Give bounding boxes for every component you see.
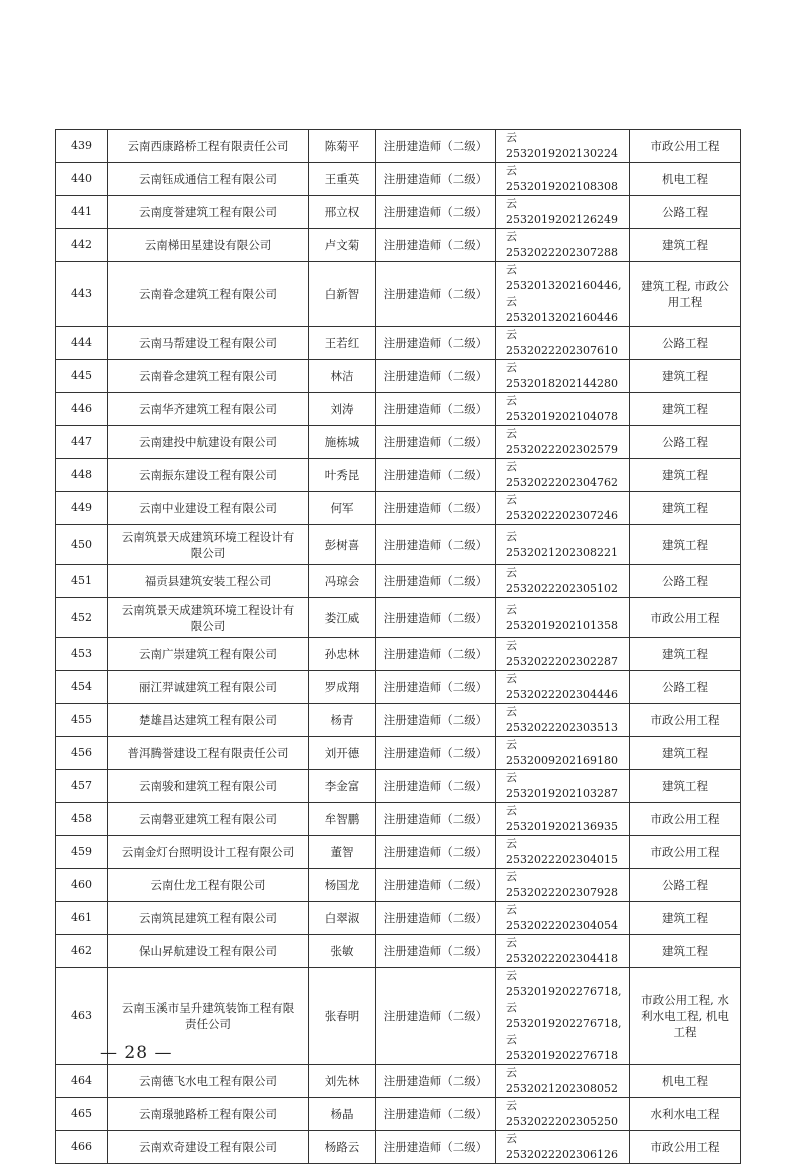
certificate-number: 云 2532022202302287 — [496, 638, 630, 671]
company-name: 云南筑景天成建筑环境工程设计有 限公司 — [108, 525, 309, 565]
certificate-number: 云 2532019202103287 — [496, 770, 630, 803]
qualification: 注册建造师（二级） — [376, 1131, 496, 1164]
person-name: 刘先林 — [309, 1065, 376, 1098]
qualification: 注册建造师（二级） — [376, 130, 496, 163]
qualification: 注册建造师（二级） — [376, 671, 496, 704]
company-name: 云南眷念建筑工程有限公司 — [108, 360, 309, 393]
company-name: 云南欢奇建设工程有限公司 — [108, 1131, 309, 1164]
specialty: 建筑工程 — [630, 360, 741, 393]
certificate-number: 云 2532022202304418 — [496, 935, 630, 968]
row-number: 439 — [56, 130, 108, 163]
table-row — [56, 196, 741, 229]
row-number: 453 — [56, 638, 108, 671]
person-name: 杨晶 — [309, 1098, 376, 1131]
certificate-number: 云 2532022202307246 — [496, 492, 630, 525]
row-number: 462 — [56, 935, 108, 968]
person-name: 邢立权 — [309, 196, 376, 229]
person-name: 陈菊平 — [309, 130, 376, 163]
company-name: 云南钰成通信工程有限公司 — [108, 163, 309, 196]
company-name: 丽江羿诚建筑工程有限公司 — [108, 671, 309, 704]
table-row — [56, 393, 741, 426]
table-row — [56, 130, 741, 163]
table-row — [56, 902, 741, 935]
certificate-number: 云 2532019202276718, 云 2532019202276718, 云 2532019202276718 — [496, 968, 630, 1065]
qualification: 注册建造师（二级） — [376, 902, 496, 935]
row-number: 445 — [56, 360, 108, 393]
qualification: 注册建造师（二级） — [376, 737, 496, 770]
qualification: 注册建造师（二级） — [376, 163, 496, 196]
person-name: 王重英 — [309, 163, 376, 196]
qualification: 注册建造师（二级） — [376, 459, 496, 492]
qualification: 注册建造师（二级） — [376, 598, 496, 638]
row-number: 452 — [56, 598, 108, 638]
specialty: 建筑工程 — [630, 492, 741, 525]
table-row — [56, 1065, 741, 1098]
qualification: 注册建造师（二级） — [376, 1065, 496, 1098]
certificate-number: 云 2532021202308052 — [496, 1065, 630, 1098]
table-row — [56, 229, 741, 262]
company-name: 福贡县建筑安装工程公司 — [108, 565, 309, 598]
specialty: 市政公用工程 — [630, 598, 741, 638]
table-row — [56, 262, 741, 327]
person-name: 牟智鹏 — [309, 803, 376, 836]
certificate-number: 云 2532019202126249 — [496, 196, 630, 229]
qualification: 注册建造师（二级） — [376, 1098, 496, 1131]
person-name: 张敏 — [309, 935, 376, 968]
company-name: 楚雄昌达建筑工程有限公司 — [108, 704, 309, 737]
row-number: 456 — [56, 737, 108, 770]
table-row — [56, 1131, 741, 1164]
table-row — [56, 360, 741, 393]
person-name: 刘开德 — [309, 737, 376, 770]
company-name: 云南骏和建筑工程有限公司 — [108, 770, 309, 803]
qualification: 注册建造师（二级） — [376, 492, 496, 525]
person-name: 冯琼会 — [309, 565, 376, 598]
company-name: 云南建投中航建设有限公司 — [108, 426, 309, 459]
specialty: 建筑工程 — [630, 459, 741, 492]
certificate-number: 云 2532022202307610 — [496, 327, 630, 360]
row-number: 442 — [56, 229, 108, 262]
specialty: 市政公用工程 — [630, 803, 741, 836]
qualification: 注册建造师（二级） — [376, 638, 496, 671]
qualification: 注册建造师（二级） — [376, 327, 496, 360]
person-name: 张春明 — [309, 968, 376, 1065]
table-row — [56, 525, 741, 565]
table-row — [56, 598, 741, 638]
certificate-number: 云 2532019202136935 — [496, 803, 630, 836]
qualification: 注册建造师（二级） — [376, 869, 496, 902]
row-number: 455 — [56, 704, 108, 737]
qualification: 注册建造师（二级） — [376, 196, 496, 229]
certificate-number: 云 2532022202304762 — [496, 459, 630, 492]
certificate-number: 云 2532022202304054 — [496, 902, 630, 935]
table-row — [56, 163, 741, 196]
company-name: 云南眷念建筑工程有限公司 — [108, 262, 309, 327]
person-name: 董智 — [309, 836, 376, 869]
specialty: 公路工程 — [630, 869, 741, 902]
qualification: 注册建造师（二级） — [376, 803, 496, 836]
qualification: 注册建造师（二级） — [376, 770, 496, 803]
qualification: 注册建造师（二级） — [376, 262, 496, 327]
certificate-number: 云 2532019202108308 — [496, 163, 630, 196]
certificate-number: 云 2532022202307928 — [496, 869, 630, 902]
specialty: 市政公用工程 — [630, 130, 741, 163]
specialty: 公路工程 — [630, 426, 741, 459]
specialty: 机电工程 — [630, 1065, 741, 1098]
qualification: 注册建造师（二级） — [376, 393, 496, 426]
person-name: 王若红 — [309, 327, 376, 360]
qualification: 注册建造师（二级） — [376, 836, 496, 869]
person-name: 娄江威 — [309, 598, 376, 638]
table-row — [56, 671, 741, 704]
company-name: 云南西康路桥工程有限责任公司 — [108, 130, 309, 163]
table-row — [56, 737, 741, 770]
certificate-number: 云 2532021202308221 — [496, 525, 630, 565]
table-row — [56, 1098, 741, 1131]
specialty: 市政公用工程, 水 利水电工程, 机电 工程 — [630, 968, 741, 1065]
specialty: 建筑工程 — [630, 770, 741, 803]
person-name: 白新智 — [309, 262, 376, 327]
person-name: 李金富 — [309, 770, 376, 803]
company-name: 云南仕龙工程有限公司 — [108, 869, 309, 902]
row-number: 446 — [56, 393, 108, 426]
specialty: 公路工程 — [630, 565, 741, 598]
row-number: 448 — [56, 459, 108, 492]
row-number: 443 — [56, 262, 108, 327]
table-row — [56, 770, 741, 803]
row-number: 464 — [56, 1065, 108, 1098]
registrant-table — [55, 129, 741, 1164]
row-number: 450 — [56, 525, 108, 565]
person-name: 卢文菊 — [309, 229, 376, 262]
table-body — [56, 130, 741, 1164]
row-number: 454 — [56, 671, 108, 704]
specialty: 建筑工程 — [630, 737, 741, 770]
qualification: 注册建造师（二级） — [376, 704, 496, 737]
company-name: 云南度誉建筑工程有限公司 — [108, 196, 309, 229]
company-name: 云南德飞水电工程有限公司 — [108, 1065, 309, 1098]
specialty: 机电工程 — [630, 163, 741, 196]
company-name: 云南筑景天成建筑环境工程设计有 限公司 — [108, 598, 309, 638]
table-row — [56, 492, 741, 525]
specialty: 市政公用工程 — [630, 1131, 741, 1164]
certificate-number: 云 2532022202305102 — [496, 565, 630, 598]
company-name: 云南筑昆建筑工程有限公司 — [108, 902, 309, 935]
row-number: 466 — [56, 1131, 108, 1164]
specialty: 建筑工程 — [630, 638, 741, 671]
company-name: 普洱腾誉建设工程有限责任公司 — [108, 737, 309, 770]
table-row — [56, 327, 741, 360]
row-number: 447 — [56, 426, 108, 459]
certificate-number: 云 2532022202306126 — [496, 1131, 630, 1164]
company-name: 云南金灯台照明设计工程有限公司 — [108, 836, 309, 869]
certificate-number: 云 2532018202144280 — [496, 360, 630, 393]
certificate-number: 云 2532013202160446, 云 2532013202160446 — [496, 262, 630, 327]
specialty: 建筑工程 — [630, 935, 741, 968]
person-name: 施栋城 — [309, 426, 376, 459]
row-number: 461 — [56, 902, 108, 935]
row-number: 441 — [56, 196, 108, 229]
certificate-number: 云 2532022202304446 — [496, 671, 630, 704]
row-number: 460 — [56, 869, 108, 902]
qualification: 注册建造师（二级） — [376, 426, 496, 459]
specialty: 建筑工程, 市政公 用工程 — [630, 262, 741, 327]
certificate-number: 云 2532019202104078 — [496, 393, 630, 426]
qualification: 注册建造师（二级） — [376, 968, 496, 1065]
certificate-number: 云 2532009202169180 — [496, 737, 630, 770]
table-row — [56, 836, 741, 869]
person-name: 罗成翔 — [309, 671, 376, 704]
person-name: 孙忠林 — [309, 638, 376, 671]
qualification: 注册建造师（二级） — [376, 935, 496, 968]
person-name: 白翠淑 — [309, 902, 376, 935]
specialty: 市政公用工程 — [630, 704, 741, 737]
certificate-number: 云 2532022202305250 — [496, 1098, 630, 1131]
table-row — [56, 803, 741, 836]
qualification: 注册建造师（二级） — [376, 525, 496, 565]
page-number: — 28 — — [100, 1043, 173, 1063]
table-row — [56, 704, 741, 737]
company-name: 云南华齐建筑工程有限公司 — [108, 393, 309, 426]
row-number: 465 — [56, 1098, 108, 1131]
table-row — [56, 869, 741, 902]
company-name: 保山昇航建设工程有限公司 — [108, 935, 309, 968]
company-name: 云南玉溪市呈升建筑装饰工程有限 责任公司 — [108, 968, 309, 1065]
company-name: 云南梯田星建设有限公司 — [108, 229, 309, 262]
certificate-number: 云 2532019202101358 — [496, 598, 630, 638]
table-row — [56, 935, 741, 968]
company-name: 云南中业建设工程有限公司 — [108, 492, 309, 525]
qualification: 注册建造师（二级） — [376, 229, 496, 262]
row-number: 451 — [56, 565, 108, 598]
specialty: 建筑工程 — [630, 525, 741, 565]
certificate-number: 云 2532019202130224 — [496, 130, 630, 163]
row-number: 463 — [56, 968, 108, 1065]
specialty: 建筑工程 — [630, 902, 741, 935]
specialty: 公路工程 — [630, 327, 741, 360]
table-row — [56, 638, 741, 671]
person-name: 林洁 — [309, 360, 376, 393]
certificate-number: 云 2532022202304015 — [496, 836, 630, 869]
person-name: 杨路云 — [309, 1131, 376, 1164]
company-name: 云南马帮建设工程有限公司 — [108, 327, 309, 360]
specialty: 公路工程 — [630, 196, 741, 229]
qualification: 注册建造师（二级） — [376, 565, 496, 598]
company-name: 云南璟驰路桥工程有限公司 — [108, 1098, 309, 1131]
certificate-number: 云 2532022202307288 — [496, 229, 630, 262]
specialty: 建筑工程 — [630, 393, 741, 426]
person-name: 杨国龙 — [309, 869, 376, 902]
person-name: 杨青 — [309, 704, 376, 737]
specialty: 公路工程 — [630, 671, 741, 704]
row-number: 457 — [56, 770, 108, 803]
company-name: 云南振东建设工程有限公司 — [108, 459, 309, 492]
specialty: 建筑工程 — [630, 229, 741, 262]
table-row — [56, 426, 741, 459]
row-number: 449 — [56, 492, 108, 525]
person-name: 叶秀昆 — [309, 459, 376, 492]
certificate-number: 云 2532022202302579 — [496, 426, 630, 459]
row-number: 444 — [56, 327, 108, 360]
company-name: 云南磐亚建筑工程有限公司 — [108, 803, 309, 836]
certificate-number: 云 2532022202303513 — [496, 704, 630, 737]
specialty: 水利水电工程 — [630, 1098, 741, 1131]
person-name: 彭树喜 — [309, 525, 376, 565]
row-number: 458 — [56, 803, 108, 836]
qualification: 注册建造师（二级） — [376, 360, 496, 393]
table-row — [56, 459, 741, 492]
table-row — [56, 565, 741, 598]
company-name: 云南广崇建筑工程有限公司 — [108, 638, 309, 671]
row-number: 440 — [56, 163, 108, 196]
row-number: 459 — [56, 836, 108, 869]
specialty: 市政公用工程 — [630, 836, 741, 869]
person-name: 刘涛 — [309, 393, 376, 426]
person-name: 何军 — [309, 492, 376, 525]
